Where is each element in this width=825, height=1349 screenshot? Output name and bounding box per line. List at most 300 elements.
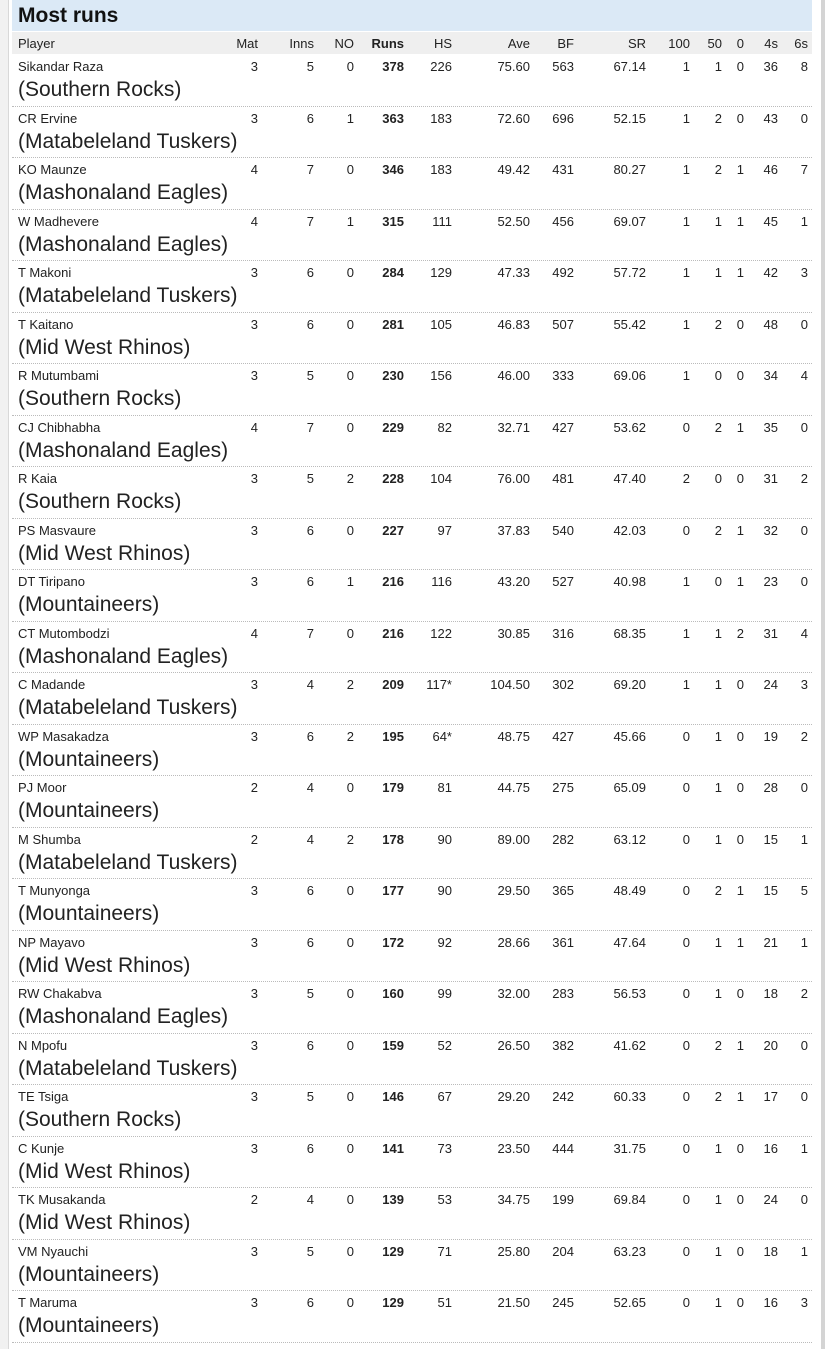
- matches-value: 3: [250, 471, 258, 486]
- innings-value: 6: [306, 1140, 314, 1156]
- fours-value: 35: [763, 419, 778, 435]
- matches-value: 3: [250, 368, 258, 383]
- average-value: 25.80: [497, 1243, 530, 1259]
- strike-rate-value: 63.23: [613, 1243, 646, 1259]
- matches-value: 3: [250, 574, 258, 589]
- sixes-value: 1: [800, 213, 808, 229]
- page-right-scrollbar[interactable]: [821, 0, 825, 1349]
- hundreds-value: 0: [682, 1243, 690, 1259]
- sixes-value: 4: [800, 368, 808, 383]
- sixes-value: 3: [800, 1295, 808, 1310]
- matches-value: 3: [250, 1243, 258, 1259]
- runs-value: 229: [382, 419, 404, 435]
- team-name[interactable]: (Mountaineers): [18, 593, 160, 616]
- strike-rate-value: 69.20: [613, 677, 646, 692]
- team-name[interactable]: (Mid West Rhinos): [18, 541, 191, 565]
- innings-value: 5: [306, 1243, 314, 1259]
- sixes-value: 2: [800, 728, 808, 744]
- ducks-value: 1: [736, 265, 744, 280]
- runs-value: 129: [382, 1295, 404, 1310]
- fifties-value: 1: [714, 265, 722, 280]
- column-header-ave: Ave: [507, 36, 530, 51]
- strike-rate-value: 57.72: [613, 265, 646, 280]
- team-name[interactable]: (Matabeleland Tuskers): [18, 850, 238, 874]
- team-name[interactable]: (Southern Rocks): [18, 490, 182, 513]
- player-name[interactable]: T Maruma: [18, 1295, 77, 1310]
- player-name[interactable]: RW Chakabva: [18, 986, 102, 1001]
- innings-value: 6: [306, 522, 314, 538]
- hundreds-value: 0: [682, 419, 690, 435]
- table-row: [12, 931, 812, 983]
- runs-value: 227: [382, 522, 404, 538]
- high-score-value: 52: [437, 1037, 452, 1053]
- team-name[interactable]: (Mashonaland Eagles): [18, 232, 229, 256]
- balls-faced-value: 540: [552, 522, 574, 538]
- innings-value: 6: [306, 1295, 314, 1310]
- high-score-value: 90: [437, 883, 452, 898]
- column-header-hs: HS: [433, 36, 452, 51]
- column-header-50: 50: [707, 36, 722, 51]
- high-score-value: 73: [437, 1140, 452, 1156]
- hundreds-value: 1: [682, 368, 690, 383]
- hundreds-value: 1: [682, 574, 690, 589]
- fours-value: 19: [763, 728, 778, 744]
- team-name[interactable]: (Matabeleland Tuskers): [18, 284, 238, 307]
- fifties-value: 1: [714, 934, 722, 950]
- strike-rate-value: 41.62: [613, 1037, 646, 1053]
- column-header-4s: 4s: [764, 36, 778, 51]
- table-row: [12, 1034, 812, 1086]
- matches-value: 4: [250, 419, 258, 435]
- hundreds-value: 0: [682, 883, 690, 898]
- fours-value: 16: [763, 1140, 778, 1156]
- sixes-value: 5: [800, 883, 808, 898]
- not-outs-value: 0: [346, 986, 354, 1001]
- ducks-value: 0: [736, 316, 744, 332]
- table-row: [12, 364, 812, 416]
- fours-value: 36: [763, 59, 778, 74]
- player-name[interactable]: DT Tiripano: [18, 574, 85, 589]
- team-name[interactable]: (Southern Rocks): [18, 1108, 182, 1131]
- not-outs-value: 2: [346, 728, 354, 744]
- high-score-value: 226: [430, 59, 452, 74]
- table-row: [12, 1137, 812, 1189]
- hundreds-value: 0: [682, 1037, 690, 1053]
- balls-faced-value: 361: [552, 934, 574, 950]
- column-header-player: Player: [18, 36, 55, 51]
- innings-value: 6: [306, 883, 314, 898]
- high-score-value: 129: [430, 265, 452, 280]
- high-score-value: 122: [430, 625, 452, 641]
- team-name[interactable]: (Mountaineers): [18, 799, 160, 822]
- matches-value: 3: [250, 316, 258, 332]
- balls-faced-value: 481: [552, 471, 574, 486]
- matches-value: 3: [250, 1089, 258, 1104]
- average-value: 26.50: [497, 1037, 530, 1053]
- innings-value: 6: [306, 728, 314, 744]
- player-name[interactable]: C Madande: [18, 677, 86, 692]
- innings-value: 7: [306, 419, 314, 435]
- column-header-100: 100: [668, 36, 690, 51]
- strike-rate-value: 68.35: [613, 625, 646, 641]
- fifties-value: 1: [714, 780, 722, 795]
- team-name[interactable]: (Mid West Rhinos): [18, 1159, 191, 1183]
- table-row: [12, 416, 812, 468]
- not-outs-value: 1: [346, 574, 354, 589]
- player-name[interactable]: KO Maunze: [18, 162, 87, 177]
- player-name[interactable]: NP Mayavo: [18, 934, 85, 950]
- runs-value: 315: [382, 213, 404, 229]
- team-name[interactable]: (Southern Rocks): [18, 78, 182, 101]
- team-name[interactable]: (Matabeleland Tuskers): [18, 1056, 238, 1080]
- balls-faced-value: 302: [552, 677, 574, 692]
- team-name[interactable]: (Mountaineers): [18, 1314, 160, 1337]
- not-outs-value: 0: [346, 1295, 354, 1310]
- hundreds-value: 1: [682, 625, 690, 641]
- player-name[interactable]: CR Ervine: [18, 110, 78, 126]
- sixes-value: 1: [800, 831, 808, 847]
- player-name[interactable]: R Kaia: [18, 471, 58, 486]
- sixes-value: 0: [800, 780, 808, 795]
- player-name[interactable]: WP Masakadza: [18, 728, 109, 744]
- strike-rate-value: 60.33: [613, 1089, 646, 1104]
- fours-value: 24: [763, 1192, 778, 1207]
- hundreds-value: 0: [682, 780, 690, 795]
- player-name[interactable]: TE Tsiga: [18, 1089, 69, 1104]
- high-score-value: 117*: [426, 677, 452, 692]
- matches-value: 3: [250, 59, 258, 74]
- column-header-sr: SR: [627, 36, 646, 51]
- innings-value: 5: [306, 59, 314, 74]
- hundreds-value: 0: [682, 1089, 690, 1104]
- runs-value: 139: [382, 1192, 404, 1207]
- fours-value: 45: [763, 213, 778, 229]
- runs-value: 195: [382, 728, 404, 744]
- fifties-value: 2: [714, 316, 722, 332]
- average-value: 32.00: [497, 986, 530, 1001]
- high-score-value: 81: [437, 780, 452, 795]
- hundreds-value: 0: [682, 831, 690, 847]
- column-header-runs: Runs: [371, 36, 404, 51]
- column-header-no: NO: [334, 36, 354, 51]
- fifties-value: 2: [714, 110, 722, 126]
- average-value: 21.50: [497, 1295, 530, 1310]
- matches-value: 3: [250, 522, 258, 538]
- table-row: [12, 467, 812, 519]
- average-value: 29.50: [497, 883, 530, 898]
- fours-value: 16: [763, 1295, 778, 1310]
- high-score-value: 105: [430, 316, 452, 332]
- sixes-value: 1: [800, 1140, 808, 1156]
- strike-rate-value: 69.07: [613, 213, 646, 229]
- matches-value: 2: [250, 1192, 258, 1207]
- team-name[interactable]: (Southern Rocks): [18, 387, 182, 410]
- fifties-value: 0: [714, 471, 722, 486]
- fifties-value: 0: [714, 574, 722, 589]
- fifties-value: 2: [714, 522, 722, 538]
- not-outs-value: 0: [346, 883, 354, 898]
- balls-faced-value: 527: [552, 574, 574, 589]
- team-name[interactable]: (Mountaineers): [18, 902, 160, 925]
- column-header-bf: BF: [557, 36, 574, 51]
- not-outs-value: 0: [346, 780, 354, 795]
- high-score-value: 99: [437, 986, 452, 1001]
- innings-value: 6: [306, 316, 314, 332]
- strike-rate-value: 67.14: [613, 59, 646, 74]
- average-value: 28.66: [497, 934, 530, 950]
- not-outs-value: 2: [346, 677, 354, 692]
- strike-rate-value: 52.65: [613, 1295, 646, 1310]
- matches-value: 4: [250, 625, 258, 641]
- hundreds-value: 1: [682, 162, 690, 177]
- innings-value: 5: [306, 986, 314, 1001]
- fours-value: 31: [763, 625, 778, 641]
- fours-value: 48: [763, 316, 778, 332]
- table-row: [12, 519, 812, 571]
- table-row: [12, 210, 812, 262]
- hundreds-value: 1: [682, 677, 690, 692]
- player-name[interactable]: Sikandar Raza: [18, 59, 104, 74]
- matches-value: 3: [250, 110, 258, 126]
- table-row: [12, 570, 812, 622]
- runs-value: 160: [382, 986, 404, 1001]
- balls-faced-value: 365: [552, 883, 574, 898]
- team-name[interactable]: (Mountaineers): [18, 747, 160, 771]
- average-value: 46.00: [497, 368, 530, 383]
- fifties-value: 1: [714, 1295, 722, 1310]
- ducks-value: 0: [736, 1192, 744, 1207]
- hundreds-value: 1: [682, 265, 690, 280]
- fours-value: 18: [763, 986, 778, 1001]
- not-outs-value: 0: [346, 625, 354, 641]
- ducks-value: 1: [736, 522, 744, 538]
- average-value: 75.60: [497, 59, 530, 74]
- sixes-value: 0: [800, 522, 808, 538]
- team-name[interactable]: (Mid West Rhinos): [18, 953, 191, 977]
- average-value: 48.75: [497, 728, 530, 744]
- balls-faced-value: 283: [552, 986, 574, 1001]
- ducks-value: 0: [736, 986, 744, 1001]
- innings-value: 4: [306, 677, 314, 692]
- ducks-value: 1: [736, 934, 744, 950]
- sixes-value: 3: [800, 677, 808, 692]
- strike-rate-value: 80.27: [613, 162, 646, 177]
- average-value: 46.83: [497, 316, 530, 332]
- table-row: [12, 158, 812, 210]
- team-name[interactable]: (Mid West Rhinos): [18, 1211, 191, 1234]
- innings-value: 4: [306, 1192, 314, 1207]
- table-row: [12, 1291, 812, 1343]
- strike-rate-value: 31.75: [613, 1140, 646, 1156]
- strike-rate-value: 47.64: [613, 934, 646, 950]
- innings-value: 6: [306, 265, 314, 280]
- ducks-value: 1: [736, 574, 744, 589]
- not-outs-value: 0: [346, 316, 354, 332]
- strike-rate-value: 69.84: [613, 1192, 646, 1207]
- balls-faced-value: 199: [552, 1192, 574, 1207]
- sixes-value: 8: [800, 59, 808, 74]
- team-name[interactable]: (Matabeleland Tuskers): [18, 129, 238, 153]
- matches-value: 4: [250, 162, 258, 177]
- strike-rate-value: 55.42: [613, 316, 646, 332]
- average-value: 37.83: [497, 522, 530, 538]
- high-score-value: 183: [430, 110, 452, 126]
- matches-value: 3: [250, 1295, 258, 1310]
- balls-faced-value: 333: [552, 368, 574, 383]
- sixes-value: 1: [800, 1243, 808, 1259]
- player-name[interactable]: W Madhevere: [18, 213, 99, 229]
- table-row: [12, 828, 812, 880]
- column-header-0: 0: [736, 36, 744, 51]
- hundreds-value: 0: [682, 1295, 690, 1310]
- fours-value: 18: [763, 1243, 778, 1259]
- fours-value: 28: [763, 780, 778, 795]
- ducks-value: 0: [736, 1295, 744, 1310]
- high-score-value: 92: [437, 934, 452, 950]
- sixes-value: 4: [800, 625, 808, 641]
- fifties-value: 1: [714, 1192, 722, 1207]
- player-name[interactable]: R Mutumbami: [18, 368, 99, 383]
- matches-value: 3: [250, 265, 258, 280]
- high-score-value: 53: [437, 1192, 452, 1207]
- balls-faced-value: 427: [552, 419, 574, 435]
- fours-value: 23: [763, 574, 778, 589]
- sixes-value: 0: [800, 1089, 808, 1104]
- hundreds-value: 1: [682, 59, 690, 74]
- strike-rate-value: 52.15: [613, 110, 646, 126]
- fours-value: 17: [763, 1089, 778, 1104]
- matches-value: 3: [250, 1140, 258, 1156]
- player-name[interactable]: PS Masvaure: [18, 522, 97, 538]
- page-left-border: [0, 0, 9, 1349]
- average-value: 29.20: [497, 1089, 530, 1104]
- sixes-value: 0: [800, 1192, 808, 1207]
- average-value: 104.50: [490, 677, 530, 692]
- ducks-value: 0: [736, 780, 744, 795]
- sixes-value: 2: [800, 986, 808, 1001]
- ducks-value: 0: [736, 110, 744, 126]
- runs-value: 209: [382, 677, 404, 692]
- ducks-value: 1: [736, 1089, 744, 1104]
- balls-faced-value: 316: [552, 625, 574, 641]
- player-name[interactable]: M Shumba: [18, 831, 81, 847]
- runs-value: 146: [382, 1089, 404, 1104]
- fifties-value: 1: [714, 1243, 722, 1259]
- not-outs-value: 0: [346, 1140, 354, 1156]
- runs-value: 346: [382, 162, 404, 177]
- innings-value: 4: [306, 780, 314, 795]
- hundreds-value: 2: [682, 471, 690, 486]
- ducks-value: 1: [736, 1037, 744, 1053]
- fifties-value: 2: [714, 419, 722, 435]
- hundreds-value: 0: [682, 728, 690, 744]
- balls-faced-value: 563: [552, 59, 574, 74]
- player-name[interactable]: CJ Chibhabha: [18, 419, 101, 435]
- fifties-value: 1: [714, 728, 722, 744]
- average-value: 30.85: [497, 625, 530, 641]
- average-value: 89.00: [497, 831, 530, 847]
- ducks-value: 0: [736, 368, 744, 383]
- ducks-value: 0: [736, 728, 744, 744]
- ducks-value: 1: [736, 213, 744, 229]
- player-name[interactable]: N Mpofu: [18, 1037, 68, 1053]
- team-name[interactable]: (Mid West Rhinos): [18, 335, 191, 359]
- balls-faced-value: 275: [552, 780, 574, 795]
- player-name[interactable]: C Kunje: [18, 1140, 65, 1156]
- team-name[interactable]: (Mashonaland Eagles): [18, 644, 229, 668]
- fifties-value: 2: [714, 1037, 722, 1053]
- hundreds-value: 0: [682, 1140, 690, 1156]
- hundreds-value: 1: [682, 110, 690, 126]
- hundreds-value: 1: [682, 316, 690, 332]
- team-name[interactable]: (Mountaineers): [18, 1262, 160, 1286]
- fifties-value: 1: [714, 1140, 722, 1156]
- average-value: 44.75: [497, 780, 530, 795]
- player-name[interactable]: PJ Moor: [18, 780, 67, 795]
- average-value: 23.50: [497, 1140, 530, 1156]
- fifties-value: 1: [714, 986, 722, 1001]
- runs-value: 179: [382, 780, 404, 795]
- balls-faced-value: 427: [552, 728, 574, 744]
- fours-value: 21: [763, 934, 778, 950]
- player-name[interactable]: VM Nyauchi: [18, 1243, 89, 1259]
- balls-faced-value: 507: [552, 316, 574, 332]
- sixes-value: 7: [800, 162, 808, 177]
- runs-value: 228: [382, 471, 404, 486]
- high-score-value: 71: [437, 1243, 452, 1259]
- sixes-value: 0: [800, 419, 808, 435]
- fifties-value: 2: [714, 162, 722, 177]
- matches-value: 2: [250, 831, 258, 847]
- player-name[interactable]: T Munyonga: [18, 883, 91, 898]
- matches-value: 3: [250, 1037, 258, 1053]
- ducks-value: 0: [736, 831, 744, 847]
- balls-faced-value: 456: [552, 213, 574, 229]
- player-name[interactable]: T Makoni: [18, 265, 72, 280]
- column-header-inns: Inns: [289, 36, 314, 51]
- not-outs-value: 0: [346, 1089, 354, 1104]
- ducks-value: 0: [736, 1243, 744, 1259]
- strike-rate-value: 69.06: [613, 368, 646, 383]
- sixes-value: 2: [800, 471, 808, 486]
- not-outs-value: 0: [346, 419, 354, 435]
- strike-rate-value: 42.03: [613, 522, 646, 538]
- average-value: 49.42: [497, 162, 530, 177]
- team-name[interactable]: (Mashonaland Eagles): [18, 181, 229, 204]
- table-row: [12, 725, 812, 777]
- high-score-value: 82: [437, 419, 452, 435]
- runs-value: 378: [382, 59, 404, 74]
- team-name[interactable]: (Mashonaland Eagles): [18, 438, 229, 462]
- player-name[interactable]: T Kaitano: [18, 316, 74, 332]
- player-name[interactable]: TK Musakanda: [18, 1192, 106, 1207]
- player-name[interactable]: CT Mutombodzi: [18, 625, 110, 641]
- team-name[interactable]: (Mashonaland Eagles): [18, 1005, 229, 1028]
- fifties-value: 1: [714, 213, 722, 229]
- not-outs-value: 1: [346, 110, 354, 126]
- fifties-value: 1: [714, 625, 722, 641]
- matches-value: 3: [250, 677, 258, 692]
- table-row: [12, 107, 812, 159]
- table-row: [12, 1188, 812, 1240]
- high-score-value: 64*: [432, 728, 452, 744]
- table-row: [12, 673, 812, 725]
- not-outs-value: 0: [346, 59, 354, 74]
- not-outs-value: 1: [346, 213, 354, 229]
- runs-value: 178: [382, 831, 404, 847]
- team-name[interactable]: (Matabeleland Tuskers): [18, 696, 238, 719]
- not-outs-value: 0: [346, 1192, 354, 1207]
